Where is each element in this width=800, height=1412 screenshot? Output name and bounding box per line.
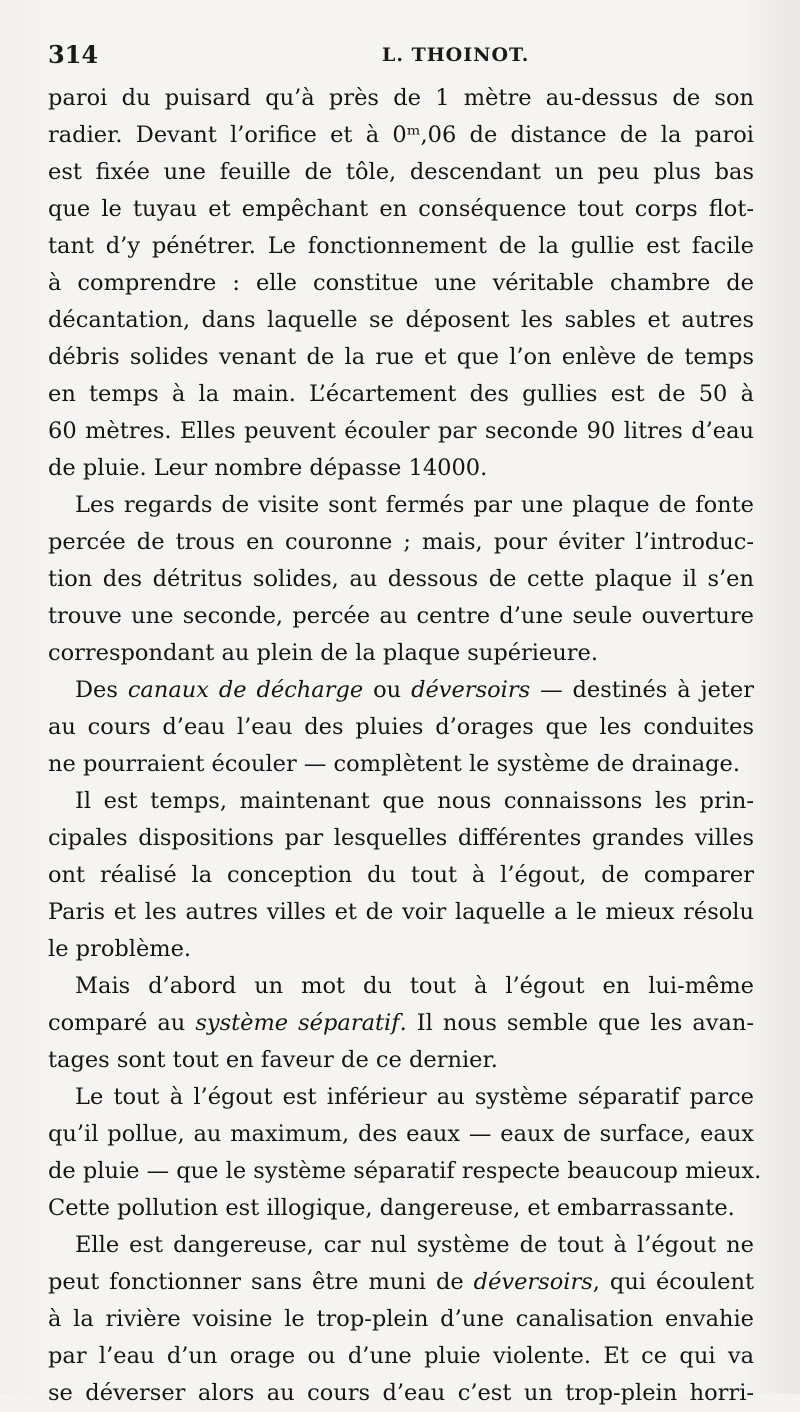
- text-line: qu’il pollue, au maximum, des eaux — eaux de surface, eaux: [48, 1121, 754, 1147]
- text-line: paroi du puisard qu’à près de 1 mètre au-dessus de son: [48, 85, 754, 111]
- text-line: Elle est dangereuse, car nul système de tout à l’égout ne: [75, 1232, 754, 1258]
- body-text: [48, 80, 762, 1412]
- italic-phrase: système séparatif: [195, 1010, 400, 1036]
- text-line: est fixée une feuille de tôle, descendant un peu plus bas: [48, 159, 754, 185]
- text-line: Paris et les autres villes et de voir laquelle a le mieux résolu: [48, 899, 754, 925]
- text-line: radier. Devant l’orifice et à 0ᵐ,06 de distance de la paroi: [48, 122, 754, 148]
- text-fragment: Des: [75, 677, 128, 703]
- text-line: au cours d’eau l’eau des pluies d’orages que les conduites: [48, 714, 754, 740]
- text-line: correspondant au plein de la plaque supérieure.: [48, 640, 599, 666]
- text-line: ne pourraient écouler — complètent le système de drainage.: [48, 751, 741, 777]
- running-title: L. THOINOT.: [382, 44, 530, 66]
- text-line: Le tout à l’égout est inférieur au système séparatif parce: [75, 1084, 754, 1110]
- text-fragment: — destinés à jeter: [530, 677, 754, 703]
- page-header: [48, 40, 754, 76]
- text-line: [48, 672, 754, 709]
- text-line: que le tuyau et empêchant en conséquence tout corps flot-: [48, 196, 754, 222]
- text-line: en temps à la main. L’écartement des gullies est de 50 à: [48, 381, 754, 407]
- text-line: tages sont tout en faveur de ce dernier.: [48, 1047, 498, 1073]
- italic-phrase: déversoirs: [411, 677, 531, 703]
- italic-phrase: canaux de décharge: [127, 677, 364, 703]
- italic-phrase: déversoirs: [473, 1269, 593, 1295]
- text-line: à comprendre : elle constitue une véritable chambre de: [48, 270, 754, 296]
- text-line: Les regards de visite sont fermés par une plaque de fonte: [75, 492, 754, 518]
- text-line: tant d’y pénétrer. Le fonctionnement de la gullie est facile: [48, 233, 754, 259]
- text-line: Cette pollution est illogique, dangereuse, et embarrassante.: [48, 1195, 735, 1221]
- text-fragment: comparé au: [48, 1010, 196, 1036]
- text-line: de pluie — que le système séparatif respecte beaucoup mieux.: [48, 1158, 762, 1184]
- text-line: par l’eau d’un orage ou d’une pluie violente. Et ce qui va: [48, 1343, 754, 1369]
- text-line: le problème.: [48, 936, 192, 962]
- text-line: tion des détritus solides, au dessous de cette plaque il s’en: [48, 566, 754, 592]
- text-fragment: ou: [363, 677, 412, 703]
- text-line: [48, 1005, 754, 1042]
- text-fragment: , qui écoulent: [592, 1269, 754, 1295]
- text-line: 60 mètres. Elles peuvent écouler par seconde 90 litres d’eau: [48, 418, 754, 444]
- text-line: percée de trous en couronne ; mais, pour éviter l’introduc-: [48, 529, 754, 555]
- text-line: trouve une seconde, percée au centre d’une seule ouverture: [48, 603, 754, 629]
- text-line: décantation, dans laquelle se déposent les sables et autres: [48, 307, 754, 333]
- text-line: ont réalisé la conception du tout à l’égout, de comparer: [48, 862, 754, 888]
- text-line: à la rivière voisine le trop-plein d’une canalisation envahie: [48, 1306, 754, 1332]
- text-fragment: . Il nous semble que les avan-: [399, 1010, 754, 1036]
- text-line: Mais d’abord un mot du tout à l’égout en lui-même: [75, 973, 754, 999]
- text-line: [48, 1264, 754, 1301]
- page-number: 314: [48, 40, 99, 69]
- text-line: de pluie. Leur nombre dépasse 14000.: [48, 455, 488, 481]
- text-line: débris solides venant de la rue et que l’on enlève de temps: [48, 344, 754, 370]
- text-fragment: peut fonctionner sans être muni de: [48, 1269, 474, 1295]
- text-line: se déverser alors au cours d’eau c’est un trop-plein horri-: [48, 1380, 754, 1406]
- text-line: Il est temps, maintenant que nous connaissons les prin-: [75, 788, 754, 814]
- text-line: cipales dispositions par lesquelles différentes grandes villes: [48, 825, 754, 851]
